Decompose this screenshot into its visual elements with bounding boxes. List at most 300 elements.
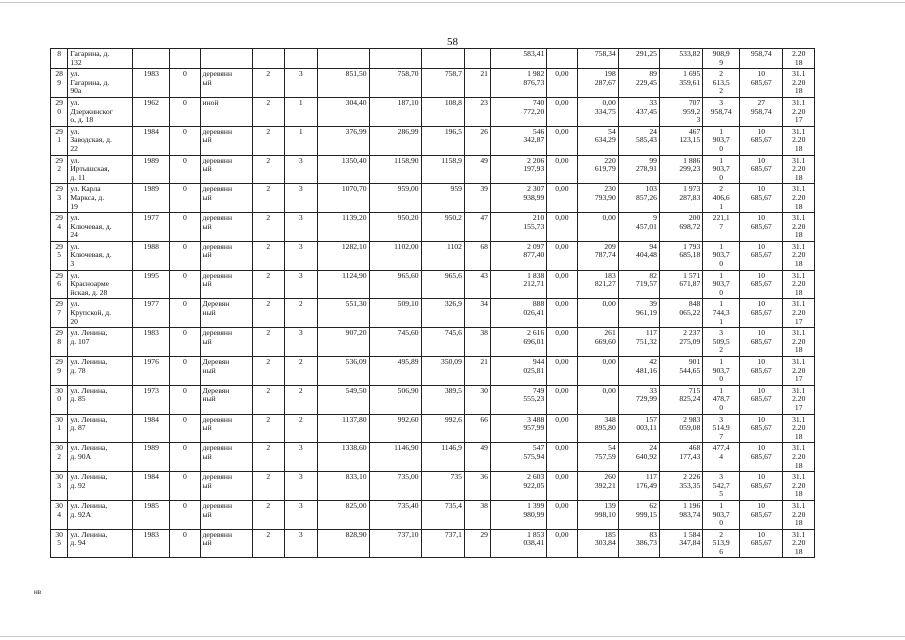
table-cell: 1 bbox=[285, 97, 318, 126]
table-cell: 2 513,9 6 bbox=[703, 529, 740, 558]
table-cell: 0,00 bbox=[547, 69, 577, 98]
table-cell: 0 bbox=[170, 97, 200, 126]
table-cell: 2 bbox=[252, 241, 285, 270]
table-cell: 34 bbox=[464, 299, 490, 328]
table-cell: 740 772,20 bbox=[490, 97, 546, 126]
table-cell: 3 542,7 5 bbox=[703, 472, 740, 501]
table-cell: 0,00 bbox=[547, 155, 577, 184]
table-cell: 737,1 bbox=[421, 529, 464, 558]
table-cell: 2 bbox=[252, 97, 285, 126]
table-row bbox=[51, 97, 815, 126]
table-cell: 1102,00 bbox=[369, 241, 421, 270]
table-cell: 2 bbox=[252, 472, 285, 501]
table-cell: 1282,10 bbox=[317, 241, 369, 270]
table-cell: 2 bbox=[285, 357, 318, 386]
table-cell: 24 640,92 bbox=[618, 443, 659, 472]
table-cell: 0 bbox=[170, 472, 200, 501]
table-cell: 2 bbox=[252, 299, 285, 328]
table-cell: деревянн ый bbox=[200, 184, 252, 213]
table-cell: 30 3 bbox=[51, 472, 68, 501]
table-cell: 1989 bbox=[133, 184, 170, 213]
table-cell: 0,00 bbox=[547, 500, 577, 529]
table-cell: 959,00 bbox=[369, 184, 421, 213]
table-cell: 31.1 2.20 18 bbox=[783, 155, 815, 184]
table-cell: 715 825,24 bbox=[659, 385, 702, 414]
table-cell: 2 bbox=[252, 414, 285, 443]
table-cell: 0 bbox=[170, 155, 200, 184]
table-cell: 31.1 2.20 17 bbox=[783, 357, 815, 386]
table-cell: 39 961,19 bbox=[618, 299, 659, 328]
table-cell: 707 959,2 3 bbox=[659, 97, 702, 126]
table-cell: 950,20 bbox=[369, 213, 421, 242]
table-cell: 1 903,7 0 bbox=[703, 241, 740, 270]
table-cell: 549,50 bbox=[317, 385, 369, 414]
table-cell: 0 bbox=[170, 357, 200, 386]
table-cell: 3 bbox=[285, 155, 318, 184]
table-cell: 3 bbox=[285, 443, 318, 472]
table-cell: 0,00 bbox=[547, 270, 577, 299]
table-cell: 29 bbox=[464, 529, 490, 558]
table-cell: ул. Дзержинског о, д. 18 bbox=[68, 97, 133, 126]
table-cell: деревянн ый bbox=[200, 443, 252, 472]
table-cell: 31.1 2.20 18 bbox=[783, 328, 815, 357]
table-cell: 3 514,9 7 bbox=[703, 414, 740, 443]
table-cell: 1146,9 bbox=[421, 443, 464, 472]
table-cell: 3 bbox=[285, 213, 318, 242]
table-cell bbox=[170, 49, 200, 69]
table-cell bbox=[133, 49, 170, 69]
table-cell: 2 bbox=[252, 443, 285, 472]
table-cell: 735,00 bbox=[369, 472, 421, 501]
table-cell: 2 983 059,08 bbox=[659, 414, 702, 443]
table-cell: 1158,9 bbox=[421, 155, 464, 184]
table-cell: 31.1 2.20 18 bbox=[783, 414, 815, 443]
table-cell: 28 9 bbox=[51, 69, 68, 98]
table-cell: 117 751,32 bbox=[618, 328, 659, 357]
table-cell: 260 392,21 bbox=[577, 472, 618, 501]
table-cell: 29 9 bbox=[51, 357, 68, 386]
table-row bbox=[51, 126, 815, 155]
table-cell: 187,10 bbox=[369, 97, 421, 126]
table-cell: 49 bbox=[464, 443, 490, 472]
table-cell: 10 685,67 bbox=[740, 126, 783, 155]
table-cell: 291,25 bbox=[618, 49, 659, 69]
table-cell: ул. Иртышская, д. 11 bbox=[68, 155, 133, 184]
table-cell: 82 719,57 bbox=[618, 270, 659, 299]
table-cell: 326,9 bbox=[421, 299, 464, 328]
table-cell: деревянн ый bbox=[200, 500, 252, 529]
table-cell: ул. Ленина, д. 92 bbox=[68, 472, 133, 501]
table-cell: 31.1 2.20 17 bbox=[783, 97, 815, 126]
table-cell: 38 bbox=[464, 328, 490, 357]
table-cell: 1 973 287,83 bbox=[659, 184, 702, 213]
table-cell: 3 bbox=[285, 328, 318, 357]
table-cell: 907,20 bbox=[317, 328, 369, 357]
table-cell: 10 685,67 bbox=[740, 213, 783, 242]
table-cell: 1 196 983,74 bbox=[659, 500, 702, 529]
table-cell: 851,50 bbox=[317, 69, 369, 98]
table-cell: 1984 bbox=[133, 126, 170, 155]
table-cell: деревянн ый bbox=[200, 155, 252, 184]
table-cell: 1 bbox=[285, 126, 318, 155]
table-cell: 29 8 bbox=[51, 328, 68, 357]
table-cell: 745,6 bbox=[421, 328, 464, 357]
table-cell: ул. Ключевая, д. 24 bbox=[68, 213, 133, 242]
table-cell: 0 bbox=[170, 529, 200, 558]
table-cell: 31.1 2.20 17 bbox=[783, 385, 815, 414]
table-cell: деревянн ый bbox=[200, 270, 252, 299]
table-cell: 0,00 bbox=[547, 126, 577, 155]
table-cell: 31.1 2.20 18 bbox=[783, 472, 815, 501]
table-cell: 749 555,23 bbox=[490, 385, 546, 414]
table-cell: 36 bbox=[464, 472, 490, 501]
table-cell: Гагарина, д. 132 bbox=[68, 49, 133, 69]
table-cell: 10 685,67 bbox=[740, 500, 783, 529]
table-cell: 198 287,67 bbox=[577, 69, 618, 98]
table-cell: 39 bbox=[464, 184, 490, 213]
table-cell: 21 bbox=[464, 357, 490, 386]
table-cell: 901 544,65 bbox=[659, 357, 702, 386]
table-cell: 1995 bbox=[133, 270, 170, 299]
table-cell: 1146,90 bbox=[369, 443, 421, 472]
table-cell: 2 bbox=[252, 155, 285, 184]
table-cell: 376,99 bbox=[317, 126, 369, 155]
table-cell: 848 065,22 bbox=[659, 299, 702, 328]
table-cell: 29 3 bbox=[51, 184, 68, 213]
table-cell: 2 603 922,05 bbox=[490, 472, 546, 501]
table-cell: 1 793 685,18 bbox=[659, 241, 702, 270]
table-cell: 3 bbox=[285, 472, 318, 501]
table-cell: 1973 bbox=[133, 385, 170, 414]
table-cell bbox=[421, 49, 464, 69]
table-row bbox=[51, 328, 815, 357]
table-row bbox=[51, 299, 815, 328]
table-cell: 0 bbox=[170, 213, 200, 242]
table-cell: 139 998,10 bbox=[577, 500, 618, 529]
table-cell: 10 685,67 bbox=[740, 241, 783, 270]
table-cell: 10 685,67 bbox=[740, 529, 783, 558]
table-cell: 10 685,67 bbox=[740, 472, 783, 501]
table-cell: 1989 bbox=[133, 155, 170, 184]
table-cell: ул. Гагарина, д. 90а bbox=[68, 69, 133, 98]
table-cell: 0,00 bbox=[547, 328, 577, 357]
table-cell: 1976 bbox=[133, 357, 170, 386]
table-cell: 8 bbox=[51, 49, 68, 69]
table-cell: 33 437,45 bbox=[618, 97, 659, 126]
table-cell: 0,00 bbox=[577, 385, 618, 414]
table-cell: 2 616 696,01 bbox=[490, 328, 546, 357]
table-cell: 2 bbox=[252, 213, 285, 242]
table-cell: 31.1 2.20 18 bbox=[783, 270, 815, 299]
table-row bbox=[51, 241, 815, 270]
page-number: 58 bbox=[447, 36, 458, 48]
table-cell: 10 685,67 bbox=[740, 385, 783, 414]
table-cell: 10 685,67 bbox=[740, 69, 783, 98]
table-cell: 3 958,74 bbox=[703, 97, 740, 126]
table-cell: 0,00 bbox=[547, 357, 577, 386]
table-cell: 735,40 bbox=[369, 500, 421, 529]
table-cell: Деревян ный bbox=[200, 357, 252, 386]
table-cell: 29 6 bbox=[51, 270, 68, 299]
table-cell: 745,60 bbox=[369, 328, 421, 357]
table-cell: иной bbox=[200, 97, 252, 126]
table-cell: 2 bbox=[252, 385, 285, 414]
table-cell: 3 bbox=[285, 184, 318, 213]
table-cell: 1984 bbox=[133, 472, 170, 501]
table-cell: 2 bbox=[252, 270, 285, 299]
table-cell: 30 0 bbox=[51, 385, 68, 414]
table-cell: 31.1 2.20 18 bbox=[783, 213, 815, 242]
table-cell: ул. Ленина, д. 94 bbox=[68, 529, 133, 558]
table-row bbox=[51, 49, 815, 69]
table-cell: 2 bbox=[285, 385, 318, 414]
table-cell: ул. Ленина, д. 90А bbox=[68, 443, 133, 472]
table-cell: 3 bbox=[285, 69, 318, 98]
table-cell: 33 729,99 bbox=[618, 385, 659, 414]
table-cell: 0,00 bbox=[547, 472, 577, 501]
table-cell: 157 003,11 bbox=[618, 414, 659, 443]
table-cell: 546 342,87 bbox=[490, 126, 546, 155]
table-cell: 965,60 bbox=[369, 270, 421, 299]
table-row bbox=[51, 357, 815, 386]
table-cell: 23 bbox=[464, 97, 490, 126]
table-cell: 38 bbox=[464, 500, 490, 529]
table-cell: 0,00 bbox=[547, 97, 577, 126]
table-cell: 31.1 2.20 18 bbox=[783, 184, 815, 213]
table-cell: 0 bbox=[170, 69, 200, 98]
table-cell: 0,00 334,75 bbox=[577, 97, 618, 126]
table-cell: 66 bbox=[464, 414, 490, 443]
table-cell: 0,00 bbox=[547, 299, 577, 328]
table-cell: 10 685,67 bbox=[740, 184, 783, 213]
table-cell: 0,00 bbox=[547, 241, 577, 270]
table-cell: 758,34 bbox=[577, 49, 618, 69]
table-cell: деревянн ый bbox=[200, 213, 252, 242]
table-cell: 31.1 2.20 18 bbox=[783, 241, 815, 270]
table-row bbox=[51, 69, 815, 98]
table-cell: 888 026,41 bbox=[490, 299, 546, 328]
table-cell: 2 226 353,35 bbox=[659, 472, 702, 501]
table-cell: ул. Ленина, д. 107 bbox=[68, 328, 133, 357]
table-cell: 1139,20 bbox=[317, 213, 369, 242]
table-cell: 1 838 212,71 bbox=[490, 270, 546, 299]
table-cell: деревянн ый bbox=[200, 126, 252, 155]
table-cell: 1 584 347,84 bbox=[659, 529, 702, 558]
table-cell: 0 bbox=[170, 414, 200, 443]
table-cell: 1137,80 bbox=[317, 414, 369, 443]
table-cell: 2 bbox=[252, 126, 285, 155]
table-cell: 1 695 359,61 bbox=[659, 69, 702, 98]
table-cell: 1977 bbox=[133, 213, 170, 242]
table-cell: 551,30 bbox=[317, 299, 369, 328]
table-cell: 965,6 bbox=[421, 270, 464, 299]
table-cell: 183 821,27 bbox=[577, 270, 618, 299]
table-cell: 1989 bbox=[133, 443, 170, 472]
table-cell: 2 bbox=[252, 184, 285, 213]
table-cell: 2 307 938,99 bbox=[490, 184, 546, 213]
table-cell: 833,10 bbox=[317, 472, 369, 501]
table-cell: 31.1 2.20 18 bbox=[783, 500, 815, 529]
table-cell: 196,5 bbox=[421, 126, 464, 155]
table-cell: ул. Красноармe йская, д. 28 bbox=[68, 270, 133, 299]
table-cell: 1983 bbox=[133, 529, 170, 558]
table-row bbox=[51, 414, 815, 443]
table-cell: 2 613,5 2 bbox=[703, 69, 740, 98]
table-cell: деревянн ый bbox=[200, 69, 252, 98]
table-cell: 30 5 bbox=[51, 529, 68, 558]
table-cell: 547 575,94 bbox=[490, 443, 546, 472]
table-cell: деревянн ый bbox=[200, 414, 252, 443]
table-cell: 24 585,43 bbox=[618, 126, 659, 155]
table-cell: деревянн ый bbox=[200, 328, 252, 357]
table-cell: 3 bbox=[285, 270, 318, 299]
table-cell: 286,99 bbox=[369, 126, 421, 155]
table-row bbox=[51, 270, 815, 299]
table-cell bbox=[464, 49, 490, 69]
table-cell: 992,6 bbox=[421, 414, 464, 443]
table-cell: 29 4 bbox=[51, 213, 68, 242]
table-cell: ул. Ленина, д. 92А bbox=[68, 500, 133, 529]
table-cell: 1983 bbox=[133, 328, 170, 357]
table-row bbox=[51, 385, 815, 414]
table-cell: 0 bbox=[170, 385, 200, 414]
table-cell: 2 bbox=[252, 529, 285, 558]
table-cell: 350,09 bbox=[421, 357, 464, 386]
table-cell: 992,60 bbox=[369, 414, 421, 443]
table-cell: 30 1 bbox=[51, 414, 68, 443]
table-cell: 0,00 bbox=[577, 357, 618, 386]
table-cell: 0,00 bbox=[577, 213, 618, 242]
table-cell: деревянн ый bbox=[200, 241, 252, 270]
table-cell: 0,00 bbox=[547, 443, 577, 472]
table-cell: 959 bbox=[421, 184, 464, 213]
table-cell: 31.1 2.20 18 bbox=[783, 126, 815, 155]
table-cell: 1102 bbox=[421, 241, 464, 270]
table-cell bbox=[285, 49, 318, 69]
table-cell: 220 619,79 bbox=[577, 155, 618, 184]
table-cell: 1 903,7 0 bbox=[703, 126, 740, 155]
table-cell: ул. Заводская, д. 22 bbox=[68, 126, 133, 155]
table-cell: 30 4 bbox=[51, 500, 68, 529]
table-cell: 1984 bbox=[133, 414, 170, 443]
table-cell: 62 999,15 bbox=[618, 500, 659, 529]
table-cell: 3 488 957,99 bbox=[490, 414, 546, 443]
table-cell: 2 206 197,93 bbox=[490, 155, 546, 184]
table-cell: 31.1 2.20 18 bbox=[783, 69, 815, 98]
table-cell: ул. Карла Маркса, д. 19 bbox=[68, 184, 133, 213]
table-cell: 21 bbox=[464, 69, 490, 98]
table-cell: 1 903,7 0 bbox=[703, 357, 740, 386]
table-cell: 1 886 299,23 bbox=[659, 155, 702, 184]
table-row bbox=[51, 213, 815, 242]
table-cell: 3 bbox=[285, 529, 318, 558]
table-cell: 2.20 18 bbox=[783, 49, 815, 69]
table-cell: 94 404,48 bbox=[618, 241, 659, 270]
table-cell: 47 bbox=[464, 213, 490, 242]
table-cell: 200 698,72 bbox=[659, 213, 702, 242]
table-cell: ул. Ленина, д. 85 bbox=[68, 385, 133, 414]
table-cell: ул. Ленина, д. 78 bbox=[68, 357, 133, 386]
table-cell: 0,00 bbox=[547, 529, 577, 558]
table-cell: 828,90 bbox=[317, 529, 369, 558]
table-cell: 26 bbox=[464, 126, 490, 155]
table-row bbox=[51, 184, 815, 213]
table-cell: 0,00 bbox=[547, 414, 577, 443]
table-cell: 758,7 bbox=[421, 69, 464, 98]
table-cell: 389,5 bbox=[421, 385, 464, 414]
table-cell: 825,00 bbox=[317, 500, 369, 529]
table-row bbox=[51, 443, 815, 472]
table-cell: деревянн ый bbox=[200, 529, 252, 558]
scan-edge-bottom bbox=[0, 636, 905, 637]
table-cell: 735,4 bbox=[421, 500, 464, 529]
table-cell: 737,10 bbox=[369, 529, 421, 558]
table-cell: Деревян ный bbox=[200, 299, 252, 328]
table-cell: 1985 bbox=[133, 500, 170, 529]
table-cell bbox=[369, 49, 421, 69]
table-cell: 10 685,67 bbox=[740, 357, 783, 386]
table-cell: 1988 bbox=[133, 241, 170, 270]
table-cell: 1 903,7 0 bbox=[703, 155, 740, 184]
table-cell: 0 bbox=[170, 241, 200, 270]
table-row bbox=[51, 472, 815, 501]
table-cell: 30 2 bbox=[51, 443, 68, 472]
table-cell: 908,9 9 bbox=[703, 49, 740, 69]
table-cell: 99 278,91 bbox=[618, 155, 659, 184]
table-cell: 31.1 2.20 18 bbox=[783, 529, 815, 558]
table-cell: 29 2 bbox=[51, 155, 68, 184]
table-cell: 117 176,49 bbox=[618, 472, 659, 501]
table-cell: деревянн ый bbox=[200, 472, 252, 501]
scan-edge-top bbox=[0, 2, 905, 3]
table-cell: 209 787,74 bbox=[577, 241, 618, 270]
table-cell: ул. Ленина, д. 87 bbox=[68, 414, 133, 443]
table-cell: 30 bbox=[464, 385, 490, 414]
table-cell: 1 903,7 0 bbox=[703, 270, 740, 299]
table-cell: 1 478,7 0 bbox=[703, 385, 740, 414]
table-cell: 261 669,60 bbox=[577, 328, 618, 357]
table-cell: 348 895,80 bbox=[577, 414, 618, 443]
table-cell: 0 bbox=[170, 126, 200, 155]
table-cell: 49 bbox=[464, 155, 490, 184]
table-cell: 1 744,3 1 bbox=[703, 299, 740, 328]
table-cell: 0 bbox=[170, 443, 200, 472]
table-cell: 43 bbox=[464, 270, 490, 299]
table-cell: 506,90 bbox=[369, 385, 421, 414]
table-cell: 42 481,16 bbox=[618, 357, 659, 386]
table-cell bbox=[200, 49, 252, 69]
table-cell: 185 303,84 bbox=[577, 529, 618, 558]
table-cell: 304,40 bbox=[317, 97, 369, 126]
table-cell: 0,00 bbox=[547, 385, 577, 414]
table-cell: 0 bbox=[170, 184, 200, 213]
table-cell: 495,89 bbox=[369, 357, 421, 386]
table-cell bbox=[317, 49, 369, 69]
table-cell: 1 399 980,99 bbox=[490, 500, 546, 529]
table-cell: 68 bbox=[464, 241, 490, 270]
table-cell: 468 177,43 bbox=[659, 443, 702, 472]
table-cell: 210 155,73 bbox=[490, 213, 546, 242]
table-cell: 758,70 bbox=[369, 69, 421, 98]
table-cell: 477,4 4 bbox=[703, 443, 740, 472]
table-cell: 29 7 bbox=[51, 299, 68, 328]
table-cell: 1070,70 bbox=[317, 184, 369, 213]
table-cell: 467 123,15 bbox=[659, 126, 702, 155]
table-cell: 0 bbox=[170, 500, 200, 529]
table-cell: 10 685,67 bbox=[740, 270, 783, 299]
table-row bbox=[51, 155, 815, 184]
table-cell: 2 bbox=[285, 299, 318, 328]
